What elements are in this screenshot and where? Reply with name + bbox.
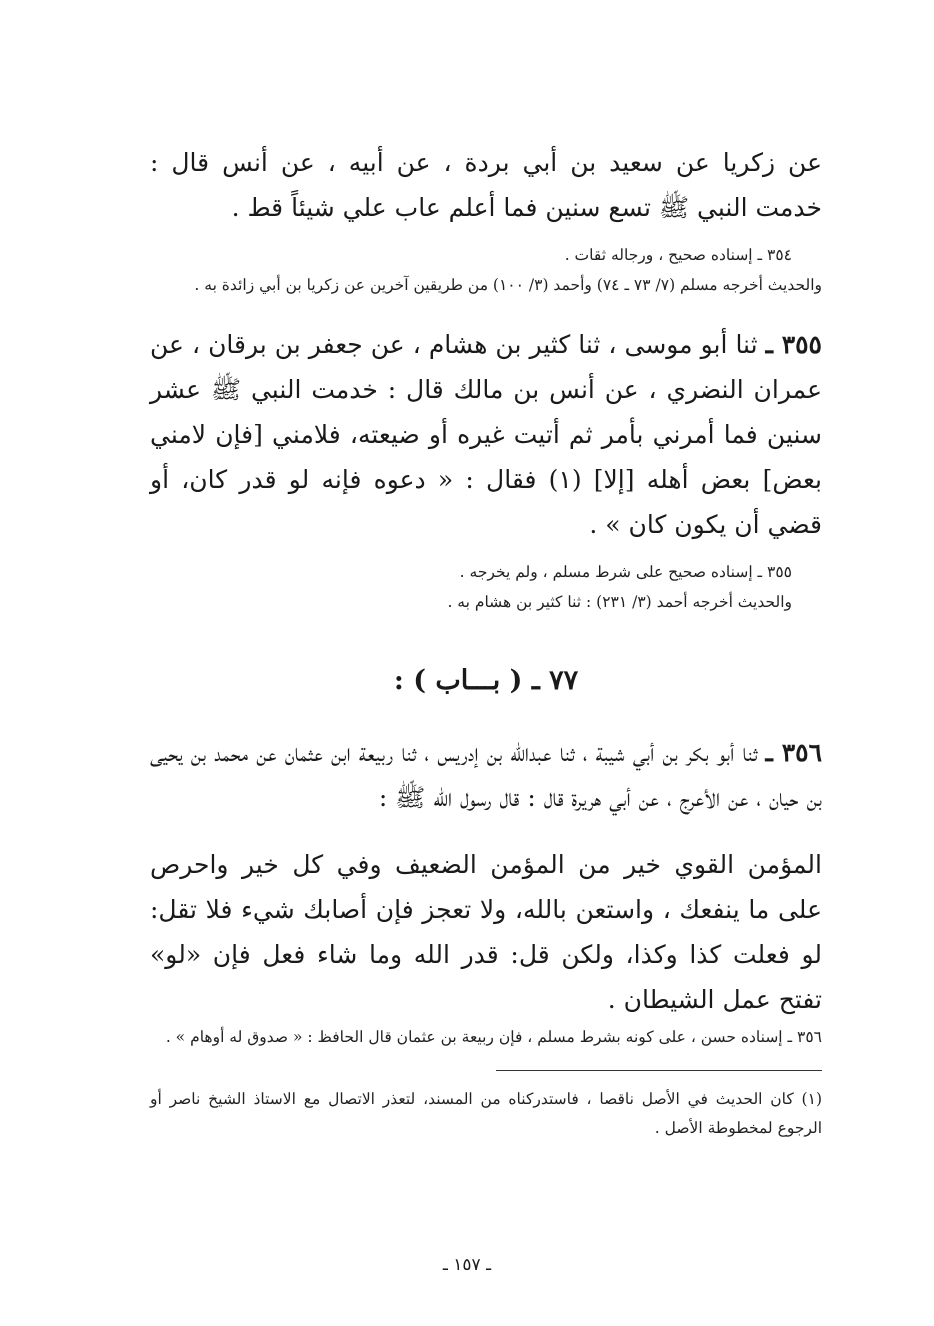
page-number: ـ ١٥٧ ـ <box>442 1255 492 1275</box>
hadith-356 <box>150 730 822 820</box>
hadith-356-matn: المؤمن القوي خير من المؤمن الضعيف وفي كل خير واحرص على ما ينفعك ، واستعن بالله، ولا تعجز فإن أصابك شيء فلا تقل: لو فعلت كذا وكذا، ولكن قل: قدر الله وما شاء فعل فإن «لو» تفتح عمل الشيطان . <box>150 850 822 1014</box>
hadith-354-grading: ٣٥٤ ـ إسناده صحيح ، ورجاله ثقات . <box>564 246 792 264</box>
hadith-355-takhrij: والحديث أخرجه أحمد (٣/ ٢٣١) : ثنا كثير بن هشام به . <box>447 593 792 611</box>
footnote-1: (١) كان الحديث في الأصل ناقصا ، فاستدركناه من المسند، لتعذر الاتصال مع الاستاذ الشيخ ناصر أو الرجوع لمخطوطة الأصل . <box>150 1090 822 1137</box>
hadith-355-number: ٣٥٥ ـ <box>765 330 822 359</box>
page-body <box>150 140 822 1143</box>
hadith-354-continuation: عن زكريا عن سعيد بن أبي بردة ، عن أبيه ، عن أنس قال : خدمت النبي ﷺ تسع سنين فما أعلم عاب علي شيئاً قط . <box>150 148 822 222</box>
footnote-divider <box>496 1070 822 1071</box>
hadith-355-text: ثنا أبو موسى ، ثنا كثير بن هشام ، عن جعفر بن برقان ، عن عمران النضري ، عن أنس بن مالك قال : خدمت النبي ﷺ عشر سنين فما أمرني بأمر ثم أتيت غيره أو ضيعته، فلامني [فإن لامني بعض] بعض أهله [إلا] (١) فقال : « دعوه فإنه لو قدر كان، أو قضي أن يكون كان » . <box>150 330 822 539</box>
hadith-355-grading: ٣٥٥ ـ إسناده صحيح على شرط مسلم ، ولم يخرجه . <box>459 563 792 581</box>
hadith-354-takhrij: والحديث أخرجه مسلم (٧/ ٧٣ ـ ٧٤) وأحمد (٣/ ١٠٠) من طريقين آخرين عن زكريا بن أبي زائدة به . <box>194 276 822 294</box>
hadith-356-grading: ٣٥٦ ـ إسناده حسن ، على كونه بشرط مسلم ، فإن ربيعة بن عثمان قال الحافظ : « صدوق له أوهام » . <box>165 1028 822 1046</box>
chapter-heading: ٧٧ ـ ( بـــاب ) : <box>393 665 579 696</box>
hadith-356-number: ٣٥٦ ـ <box>765 738 823 767</box>
hadith-356-text: ثنا أبو بكر بن أبي شيبة ، ثنا عبدالله بن إدريس ، ثنا ربيعة ابن عثمان عن محمد بن يحيى بن حيان ، عن الأعرج ، عن أبي هريرة قال : قال رسول الله ﷺ : <box>150 738 822 812</box>
hadith-355 <box>150 322 822 547</box>
